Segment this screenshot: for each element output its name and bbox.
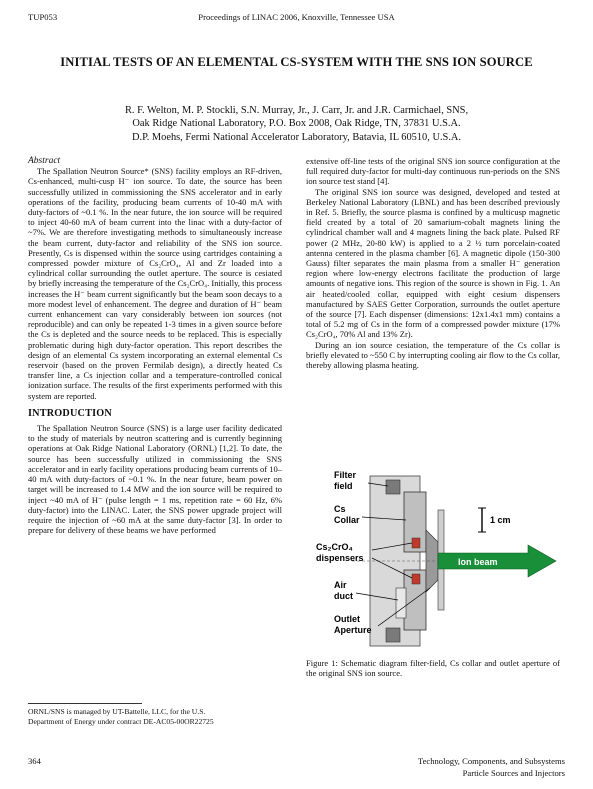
right-paragraph-1: extensive off-line tests of the original SNS ion source configuration at the full required duty-factor for multi-day continuous run-periods on the SNS ion source test stand [4]. xyxy=(306,156,560,187)
right-column xyxy=(306,156,560,370)
left-column xyxy=(28,156,282,535)
filter-field-label-1: Filter xyxy=(334,470,357,480)
figure-1-diagram xyxy=(312,470,562,652)
author-line-1: R. F. Welton, M. P. Stockli, S.N. Murray, Jr., J. Carr, Jr. and J.R. Carmichael, SNS, xyxy=(124,105,469,116)
paper-title: INITIAL TESTS OF AN ELEMENTAL CS-SYSTEM WITH THE SNS ION SOURCE xyxy=(60,55,533,69)
ion-source-schematic xyxy=(312,470,562,652)
right-paragraph-3: During an ion source cesiation, the temperature of the Cs collar is briefly elevated to ~550 C by interrupting cooling air flow to the Cs collar, thereby allowing plasma heating. xyxy=(306,339,561,371)
proceedings-header: Proceedings of LINAC 2006, Knoxville, Tennessee USA xyxy=(198,12,395,22)
air-duct xyxy=(396,588,406,618)
abstract-heading: Abstract xyxy=(28,156,61,166)
topic-line-2: Particle Sources and Injectors xyxy=(462,767,565,778)
dispensers-label-2: dispensers xyxy=(316,553,364,563)
abstract-text: The Spallation Neutron Source* (SNS) facility employs an RF-driven, Cs-enhanced, multi-cusp H⁻ ion source. To date, the source has been successfully utilized in commissioning the SNS accelerator and in early operations of the facility, producing beam currents of 10-40 mA with duty-factors of ~0.1 %. In the near future, the ion source will be required to inject 40-60 mA of beam current into the linac with a duty-factor of ~7%. We are therefore investigating methods to simultaneously increase the beam current, duty-factor and reliability of the SNS ion source. Presently, Cs is dispensed within the source using cartridges containing a compressed powder mixture of Cs₂CrO₄, Al and Zr loaded into a cylindrical collar surrounding the outlet aperture. The source is cesiated by briefly increasing the temperature of the Cs₂CrO₄. Initially, this process increases the H⁻ beam current significantly but the beam soon decays to a more modest level of enhancement. The degree and duration of H⁻ beam current enhancement can vary considerably between ion sources (not reproducible) and can only be repeated 1-3 times in a given source before the Cs is depleted and the source needs to be replaced. This is especially problematic during high duty-factor operation. This report describes the design of an elemental Cs system incorporating an external elemental Cs reservoir (based on the proven Fermilab design), a directly heated Cs transfer line, a Cs injection collar and a temperature-controlled conical ionization surface. The results of the first experiments performed with this system are reported. xyxy=(28,166,282,401)
right-paragraph-2: The original SNS ion source was designed, developed and tested at Berkeley National Laboratory (LBNL) and has been described previously in Ref. 5. Briefly, the source plasma is confined by a multicusp magnetic field created by a total of 20 samarium-cobalt magnets lining the cylindrical chamber wall and 4 magnets lining the back plate. Pulsed RF power (2 MHz, 20-80 kW) is applied to a 2 ½ turn porcelain-coated antenna centered in the plasma chamber [6]. A magnetic dipole (150-300 Gauss) filter separates the main plasma from a smaller H⁻ generation region where low-energy electrons facilitate the production of large amounts of negative ions. This region of the source is shown in Fig. 1. An air heated/cooled collar, equipped with eight cesium dispensers manufactured by SAES Getter Corporation, surrounds the outlet aperture of the source [7]. Each dispenser (dimensions: 12x1.4x1 mm) contains a total of 5.2 mg of Cs in the form of a compressed powder mixture (17% Cs₂CrO₄, 70% Al and 13% Zr). xyxy=(306,186,560,340)
paper-id: TUP053 xyxy=(28,12,58,22)
filter-magnet-lower xyxy=(386,628,400,642)
scale-label: 1 cm xyxy=(490,515,511,525)
outlet-label-2: Aperture xyxy=(334,625,372,635)
topic-line-1: Technology, Components, and Subsystems xyxy=(417,756,565,766)
introduction-heading: INTRODUCTION xyxy=(28,407,112,419)
footnote xyxy=(28,707,288,727)
filter-magnet-upper xyxy=(386,480,400,494)
page-number: 364 xyxy=(28,756,41,766)
author-block xyxy=(40,104,553,144)
filter-field-label-2: field xyxy=(334,481,353,491)
footnote-line-1: ORNL/SNS is managed by UT-Battelle, LLC, for the U.S. xyxy=(28,707,206,716)
ion-beam-label: Ion beam xyxy=(458,557,498,567)
cs-dispenser-lower xyxy=(412,574,420,584)
air-duct-label-1: Air xyxy=(334,580,347,590)
cs-collar-label-2: Collar xyxy=(334,515,360,525)
figure-1-caption: Figure 1: Schematic diagram filter-field, Cs collar and outlet aperture of the original SNS ion source. xyxy=(306,658,560,679)
topic-footer xyxy=(418,756,565,779)
author-line-3: D.P. Moehs, Fermi National Accelerator Laboratory, Batavia, IL 60510, U.S.A. xyxy=(131,131,462,143)
air-duct-label-2: duct xyxy=(334,591,353,601)
introduction-text: The Spallation Neutron Source (SNS) is a large user facility dedicated to the study of materials by neutron scattering and is currently beginning operations at Oak Ridge National Laboratory (ORNL) [1,2]. To date, the source has been successfully utilized in commissioning the SNS accelerator and in early facility operations producing beam currents of 10–40 mA with duty-factors of ~0.1 %. In the near future, beam power on target will be increased to 1.4 MW and the ion source will be required to inject ~40 mA of H⁻ (pulse length = 1 ms, repetition rate = 60 Hz, 6% duty-factor) into the LINAC. Later, the SNS power upgrade project will require the injection of ~60 mA at the same duty-factor [3]. In order to prepare for delivery of these beams we have performed xyxy=(28,423,282,536)
dispensers-label-1: Cs₂CrO₄ xyxy=(316,542,353,552)
cs-collar-label-1: Cs xyxy=(334,504,346,514)
cs-dispenser-upper xyxy=(412,538,420,548)
author-line-2: Oak Ridge National Laboratory, P.O. Box 2008, Oak Ridge, TN, 37831 U.S.A. xyxy=(132,118,461,130)
footnote-line-2: Department of Energy under contract DE-AC05-00OR22725 xyxy=(28,717,214,726)
footnote-divider xyxy=(28,703,142,704)
outlet-label-1: Outlet xyxy=(334,614,360,624)
